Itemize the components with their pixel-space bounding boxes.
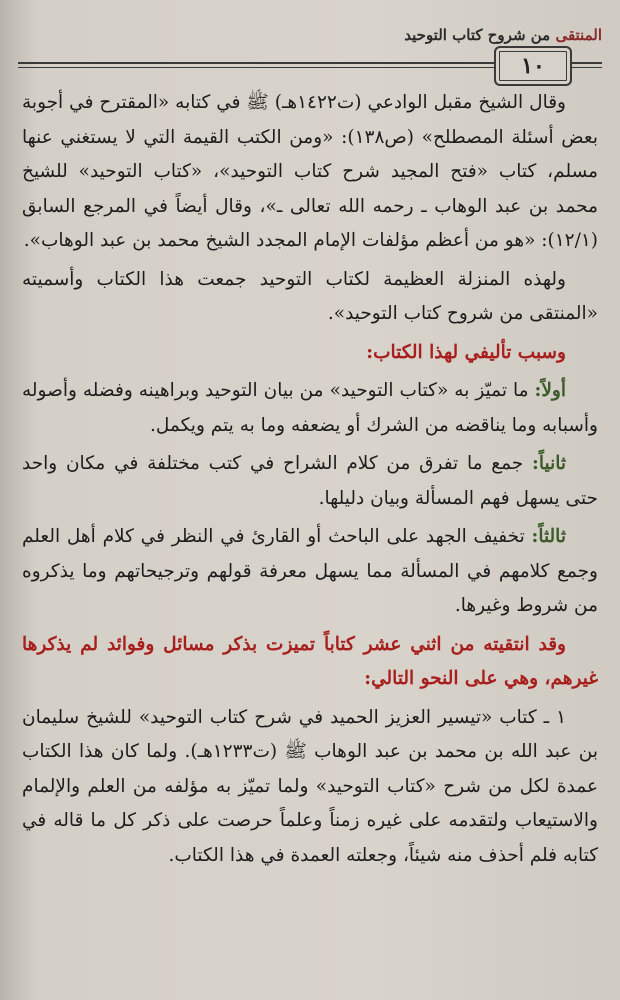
reason-second-label: ثانياً: bbox=[532, 453, 566, 474]
reason-second-text: جمع ما تفرق من كلام الشراح في كتب مختلفة في مكان واحد حتى يسهل فهم المسألة وبيان دليلها. bbox=[22, 453, 598, 509]
running-title-main: المنتقى bbox=[555, 26, 602, 44]
reason-third-text: تخفيف الجهد على الباحث أو القارئ في النظر في كلام أهل العلم وجمع كلامهم في المسألة مما يسهل معرفة قولهم وترجيحاتهم وما يذكروه من شروط وغيرها. bbox=[22, 526, 598, 616]
section-heading-reason: وسبب تأليفي لهذا الكتاب: bbox=[366, 341, 566, 363]
reason-first bbox=[22, 374, 598, 443]
list-item-1: ١ ـ كتاب «تيسير العزيز الحميد في شرح كتاب التوحيد» للشيخ سليمان بن عبد الله بن محمد بن عبد الوهاب ﷺ (ت١٢٣٣هـ). ولما كان هذا الكتاب عمدة لكل من شرح «كتاب التوحيد» ولما تميّز به مؤلفه من العلم والإلمام والاستيعاب ولتقدمه على غيره زمناً وعلماً حرصت على ذكر كل ما قاله في كتابه فلم أحذف منه شيئاً، وجعلته العمدة في هذا الكتاب. bbox=[22, 706, 598, 866]
paragraph-quote-wadii: وقال الشيخ مقبل الوادعي (ت١٤٢٢هـ) ﷺ في كتابه «المقترح في أجوبة بعض أسئلة المصطلح» (ص١٣٨): «ومن الكتب القيمة التي لا يستغني عنها مسلم، كتاب «فتح المجيد شرح كتاب التوحيد»، «كتاب التوحيد» للشيخ محمد بن عبد الوهاب ـ رحمه الله تعالى ـ»، وقال أيضاً في المرجع السابق (١٢/١): «هو من أعظم مؤلفات الإمام المجدد الشيخ محمد بن عبد الوهاب». bbox=[22, 92, 598, 251]
running-title-sub: من شروح كتاب التوحيد bbox=[404, 26, 551, 44]
page-header bbox=[0, 18, 620, 88]
paragraph-naming: ولهذه المنزلة العظيمة لكتاب التوحيد جمعت هذا الكتاب وأسميته «المنتقى من شروح كتاب التوحيد». bbox=[22, 268, 598, 324]
reason-third-label: ثالثاً: bbox=[531, 526, 566, 547]
page-number: ١٠ bbox=[494, 46, 572, 86]
reason-first-label: أولاً: bbox=[534, 380, 566, 401]
running-title bbox=[404, 26, 602, 44]
page-body bbox=[22, 86, 598, 980]
section-heading-selection: وقد انتقيته من اثني عشر كتاباً تميزت بذكر مسائل وفوائد لم يذكرها غيرهم، وهي على النحو التالي: bbox=[22, 633, 598, 689]
reason-first-text: ما تميّز به «كتاب التوحيد» من بيان التوحيد وبراهينه وفضله وأصوله وأسبابه وما يناقضه من الشرك أو يضعفه وما به يتم ويكمل. bbox=[22, 380, 598, 436]
reason-second bbox=[22, 447, 598, 516]
reason-third bbox=[22, 520, 598, 624]
